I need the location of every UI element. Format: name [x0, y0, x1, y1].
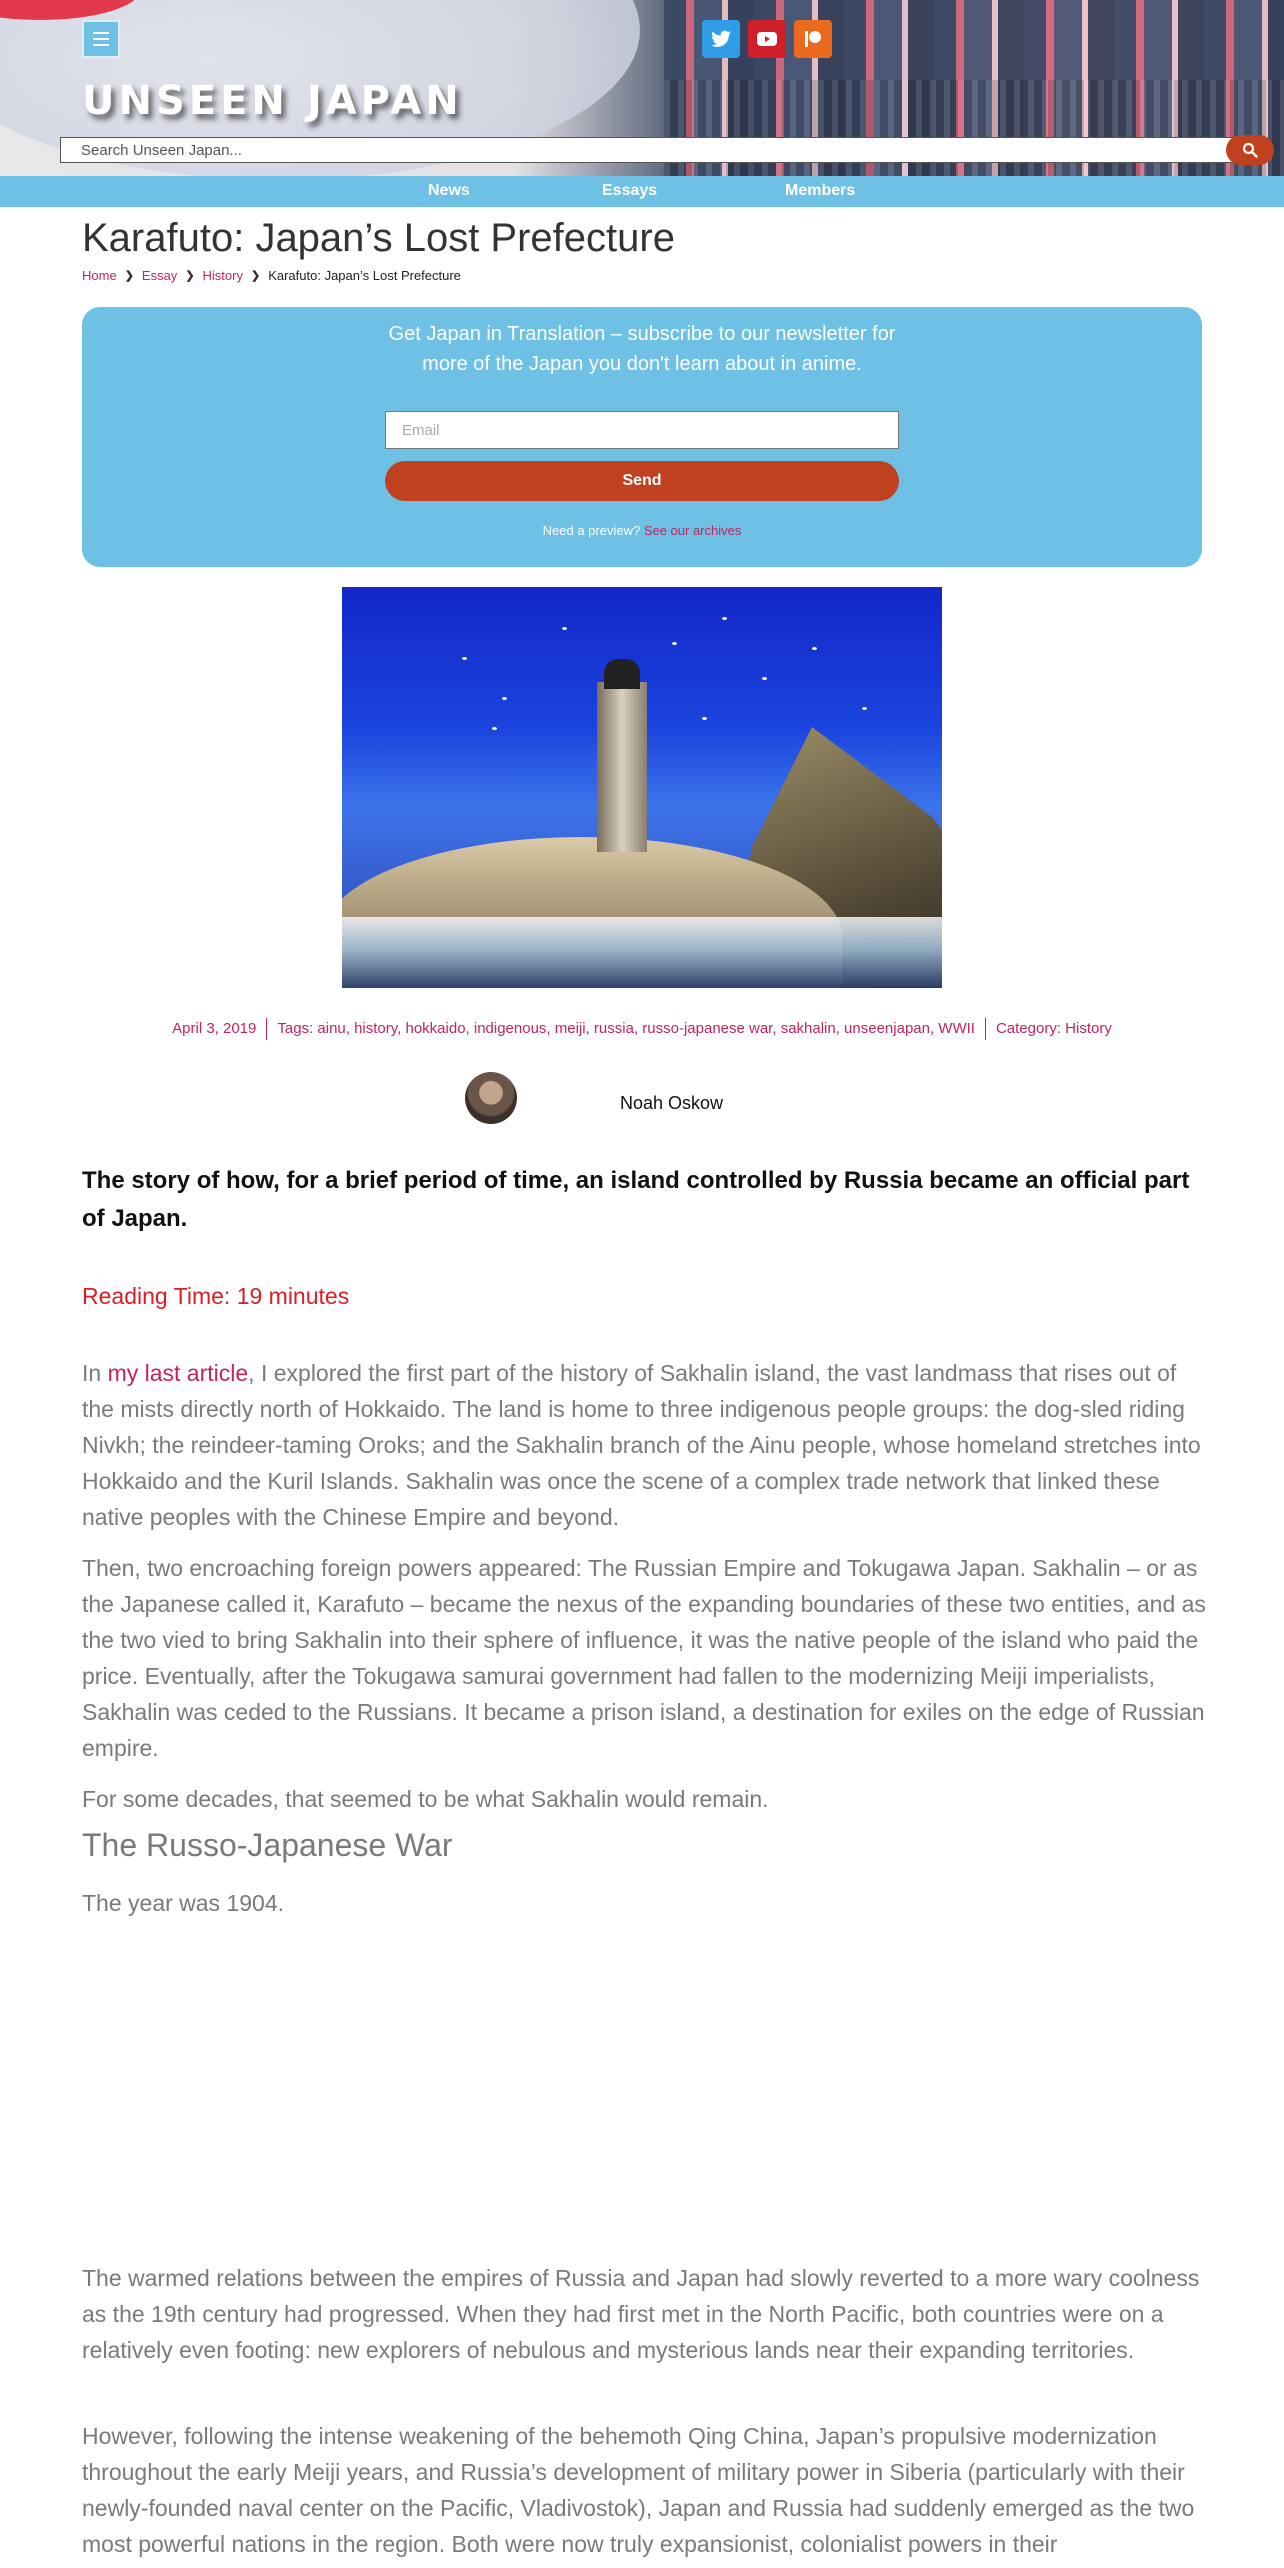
hero-bird	[672, 642, 677, 645]
patreon-icon[interactable]	[794, 20, 832, 58]
hero-bird	[762, 677, 767, 680]
hero-bird	[702, 717, 707, 720]
post-category[interactable]: Category: History	[995, 1019, 1112, 1037]
paragraph-text: , I explored the first part of the history of Sakhalin island, the vast landmass that rises out of the mists directly north of Hokkaido. The land is home to three indigenous people groups: the dog-sled riding Nivkh; the reindeer-taming Oroks; and the Sakhalin branch of the Ainu people, whose homeland stretches into Hokkaido and the Kuril Islands. Sakhalin was once the scene of a complex trade network that linked these native peoples with the Chinese Empire and beyond.	[82, 1360, 1201, 1530]
breadcrumb	[82, 268, 461, 283]
hero-bird	[722, 617, 727, 620]
section-heading: The Russo-Japanese War	[82, 1827, 453, 1863]
meta-divider	[985, 1018, 986, 1040]
chevron-right-icon: ❯	[250, 270, 261, 282]
paragraph	[82, 1355, 1212, 1535]
twitter-icon[interactable]	[702, 20, 740, 58]
newsletter-preview	[82, 523, 1202, 538]
breadcrumb-current: Karafuto: Japan’s Lost Prefecture	[268, 268, 461, 283]
breadcrumb-essay[interactable]: Essay	[141, 268, 178, 283]
social-links	[702, 20, 832, 58]
chevron-right-icon: ❯	[185, 270, 195, 282]
paragraph: The year was 1904.	[82, 1890, 285, 1916]
search-bar	[60, 137, 1274, 163]
hero-bird	[562, 627, 567, 630]
last-article-link[interactable]: my last article	[107, 1360, 249, 1386]
header-banner	[0, 0, 1284, 176]
site-title[interactable]: UNSEEN JAPAN	[82, 78, 463, 124]
meta-divider	[266, 1018, 267, 1040]
author-name[interactable]: Noah Oskow	[620, 1093, 724, 1113]
search-icon	[1242, 142, 1258, 158]
page-title: Karafuto: Japan’s Lost Prefecture	[82, 216, 675, 260]
hero-bird	[812, 647, 817, 650]
menu-button[interactable]	[82, 20, 120, 58]
search-input[interactable]	[60, 137, 1240, 163]
breadcrumb-home[interactable]: Home	[82, 268, 117, 283]
hero-lighthouse-top	[604, 659, 640, 689]
hero-lighthouse	[597, 682, 647, 852]
main-nav	[0, 176, 1284, 207]
search-button[interactable]	[1226, 135, 1274, 165]
paragraph: Then, two encroaching foreign powers appeared: The Russian Empire and Tokugawa Japan. Sakhalin – or as the Japanese called it, Karafuto – became the nexus of the expanding boundaries of these two entities, and as the two vied to bring Sakhalin into their sphere of influence, it was the native people of the island who paid the price. Eventually, after the Tokugawa samurai government had fallen to the modernizing Meiji imperialists, Sakhalin was ceded to the Russians. It became a prison island, a destination for exiles on the edge of Russian empire.	[82, 1555, 1206, 1761]
nav-item-members[interactable]: Members	[785, 182, 856, 199]
hero-bird	[862, 707, 867, 710]
paragraph-text: In	[82, 1360, 108, 1386]
youtube-icon[interactable]	[748, 20, 786, 58]
breadcrumb-history[interactable]: History	[202, 268, 243, 283]
archives-link[interactable]: See our archives	[643, 523, 742, 538]
newsletter-box	[82, 307, 1202, 567]
hero-bird	[502, 697, 507, 700]
hamburger-icon	[93, 32, 109, 46]
newsletter-text: Get Japan in Translation – subscribe to our newsletter for more of the Japan you don't learn about in anime.	[388, 323, 896, 375]
chevron-right-icon: ❯	[124, 270, 134, 282]
paragraph: For some decades, that seemed to be what Sakhalin would remain.	[82, 1786, 769, 1812]
post-meta	[82, 1018, 1202, 1040]
hero-bird	[462, 657, 467, 660]
post-date[interactable]: April 3, 2019	[172, 1019, 257, 1037]
email-field[interactable]	[385, 411, 899, 449]
hero-bird	[492, 727, 497, 730]
avatar[interactable]	[465, 1072, 517, 1124]
preview-text: Need a preview?	[542, 523, 641, 538]
article-lede: The story of how, for a brief period of time, an island controlled by Russia became an official part of Japan.	[82, 1167, 1190, 1232]
post-tags[interactable]: Tags: ainu, history, hokkaido, indigenous, meiji, russia, russo-japanese war, sakhalin, unseenjapan, WWII	[277, 1019, 975, 1037]
reading-time: Reading Time: 19 minutes	[82, 1283, 350, 1309]
nav-item-news[interactable]: News	[428, 182, 470, 199]
send-button[interactable]: Send	[385, 461, 899, 501]
hero-sea	[342, 917, 942, 988]
paragraph: However, following the intense weakening of the behemoth Qing China, Japan’s propulsive modernization throughout the early Meiji years, and Russia’s development of military power in Siberia (particularly with their newly-founded naval center on the Pacific, Vladivostok), Japan and Russia had suddenly emerged as the two most powerful nations in the region. Both were now truly expansionist, colonialist powers in their	[82, 2423, 1195, 2557]
paragraph: The warmed relations between the empires of Russia and Japan had slowly reverted to a more wary coolness as the 19th century had progressed. When they had first met in the North Pacific, both countries were on a relatively even footing: new explorers of nebulous and mysterious lands near their expanding territories.	[82, 2265, 1200, 2363]
nav-item-essays[interactable]: Essays	[602, 182, 658, 199]
hero-image-lighthouse	[342, 587, 942, 988]
